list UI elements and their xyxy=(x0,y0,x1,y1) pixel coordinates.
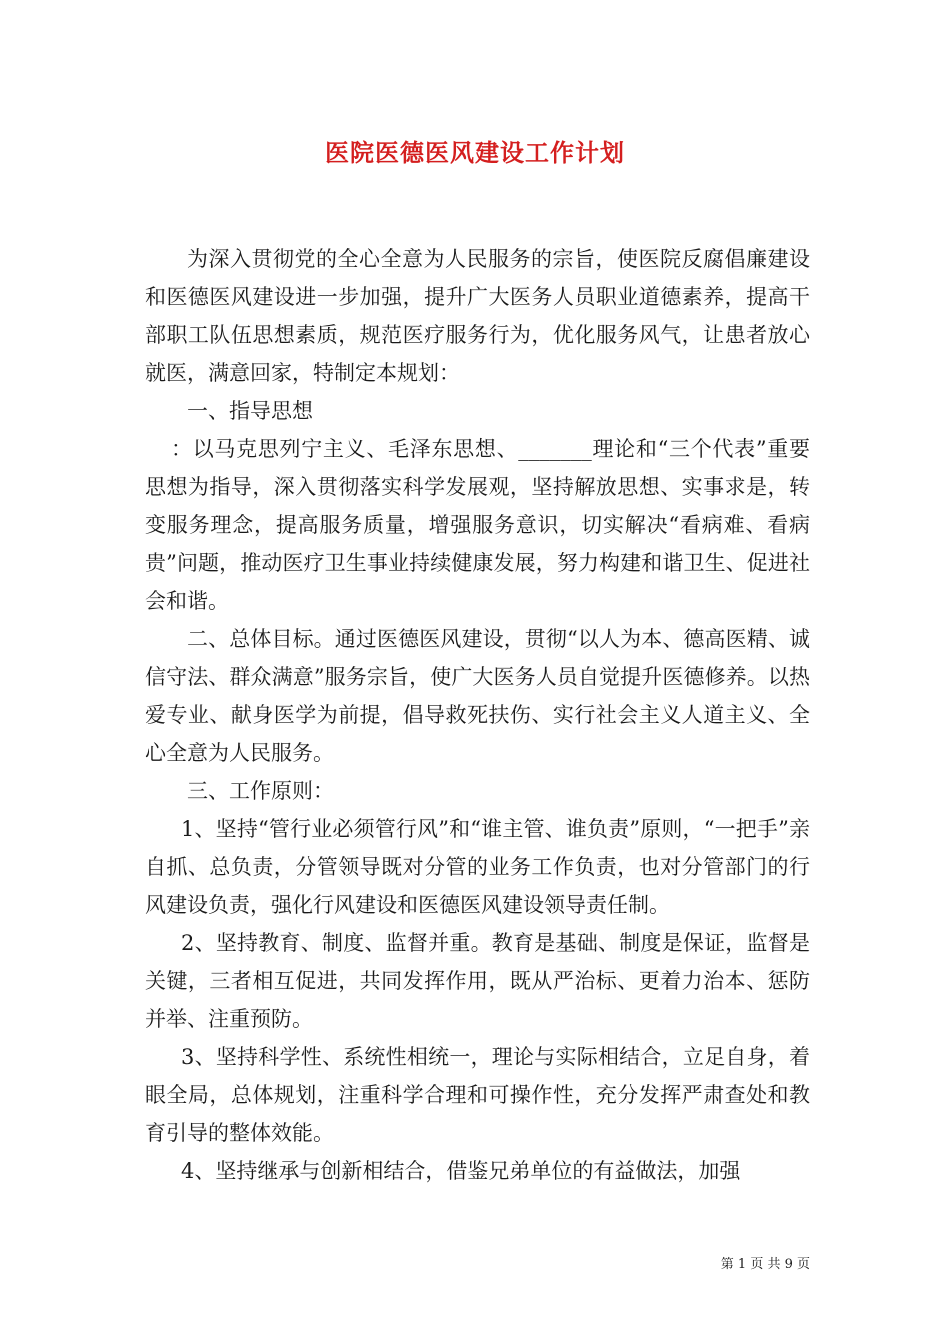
heading-guiding-ideology: 一、指导思想 xyxy=(187,399,313,423)
paragraph-guiding-ideology: ：以马克思列宁主义、毛泽东思想、_______理论和“三个代表”重要思想为指导，深入贯彻落实科学发展观，坚持解放思想、实事求是，转变服务理念，提高服务质量，增强服务意识，切实解决“看病难、看病贵”问题，推动医疗卫生事业持续健康发展，努力构建和谐卫生、促进社会和谐。 xyxy=(145,437,810,613)
heading-work-principles: 三、工作原则： xyxy=(187,779,334,803)
page-number-footer: 第 1 页 共 9 页 xyxy=(720,1257,810,1272)
paragraph-principle-1: 1、坚持“管行业必须管行风”和“谁主管、谁负责”原则，“一把手”亲自抓、总负责，分管领导既对分管的业务工作负责，也对分管部门的行风建设负责，强化行风建设和医德医风建设领导责任制。 xyxy=(145,817,810,917)
paragraph-principle-4: 4、坚持继承与创新相结合，借鉴兄弟单位的有益做法，加强 xyxy=(181,1159,741,1183)
document-title: 医院医德医风建设工作计划 xyxy=(325,138,625,167)
document-body xyxy=(145,240,810,1190)
paragraph-intro: 为深入贯彻党的全心全意为人民服务的宗旨，使医院反腐倡廉建设和医德医风建设进一步加强，提升广大医务人员职业道德素养，提高干部职工队伍思想素质，规范医疗服务行为，优化服务风气，让患者放心就医，满意回家，特制定本规划： xyxy=(145,247,810,385)
paragraph-overall-goal: 二、总体目标。通过医德医风建设，贯彻“以人为本、德高医精、诚信守法、群众满意”服务宗旨，使广大医务人员自觉提升医德修养。以热爱专业、献身医学为前提，倡导救死扶伤、实行社会主义人道主义、全心全意为人民服务。 xyxy=(145,627,810,765)
paragraph-principle-3: 3、坚持科学性、系统性相统一，理论与实际相结合，立足自身，着眼全局，总体规划，注重科学合理和可操作性，充分发挥严肃查处和教育引导的整体效能。 xyxy=(145,1045,810,1145)
paragraph-principle-2: 2、坚持教育、制度、监督并重。教育是基础、制度是保证，监督是关键，三者相互促进，共同发挥作用，既从严治标、更着力治本、惩防并举、注重预防。 xyxy=(145,931,810,1031)
